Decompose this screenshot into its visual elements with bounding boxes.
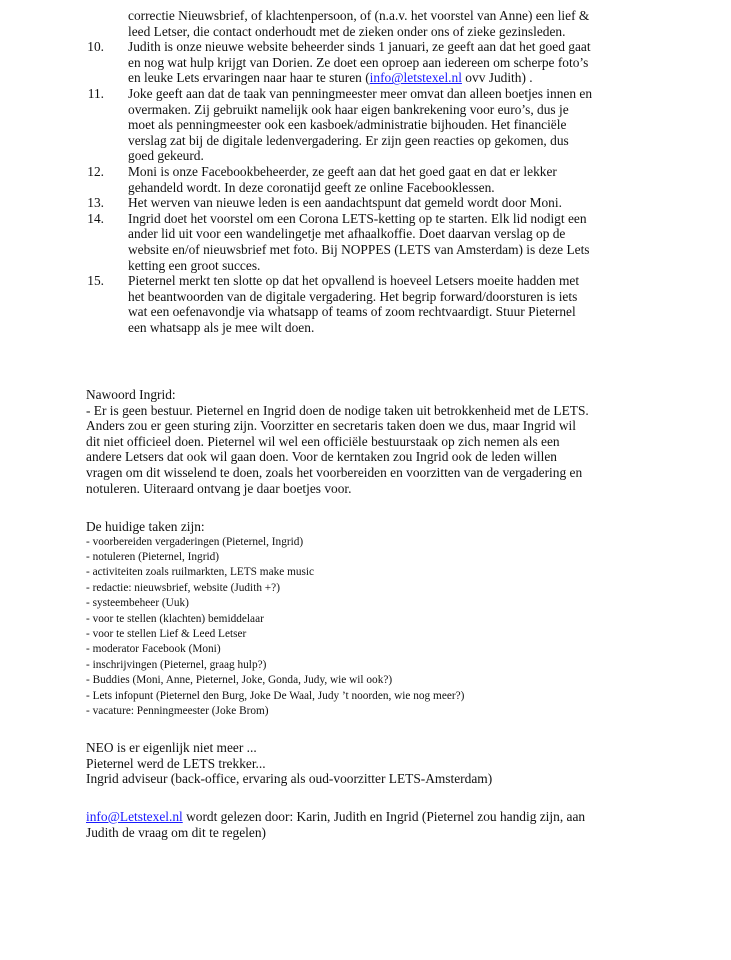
final-section [86,809,656,840]
neo-section [86,740,656,787]
list-line: leed Letser, die contact onderhoudt met de zieken onder ons of zieke gezinsleden. [128,23,566,39]
list-line: gehandeld wordt. In deze coronatijd geeft ze online Facebooklessen. [128,179,495,195]
task-item: - redactie: nieuwsbrief, website (Judith +?) [86,581,280,594]
paragraph-line: Anders zou er geen sturing zijn. Voorzitter en secretaris taken doen we dus, maar Ingrid wil [86,418,576,434]
list-number: 15. [87,273,104,289]
taken-section [86,519,656,719]
list-number: 11. [87,85,104,101]
list-item-15 [88,273,648,335]
task-item: - voor te stellen (klachten) bemiddelaar [86,612,264,625]
task-item: - Lets infopunt (Pieternel den Burg, Joke De Waal, Judy ’t noorden, wie nog meer?) [86,689,465,702]
section-heading: Nawoord Ingrid: [86,387,176,402]
email-link[interactable]: info@Letstexel.nl [86,809,183,824]
list-line: en nog wat hulp krijgt van Dorien. Ze doet een oproep aan iedereen om scherpe foto’s [128,54,589,70]
list-number: 12. [87,163,104,179]
list-line: ander lid uit voor een wandelingetje met afhaalkoffie. Doet daarvan verslag op de [128,226,566,242]
list-line: Judith is onze nieuwe website beheerder sinds 1 januari, ze geeft aan dat het goed gaat [128,39,591,55]
task-item: - moderator Facebook (Moni) [86,643,221,656]
section-heading: De huidige taken zijn: [86,519,205,534]
list-line: Ingrid doet het voorstel om een Corona LETS-ketting op te starten. Elk lid nodigt een [128,210,587,226]
list-item-11 [88,86,648,164]
list-number: 10. [87,39,104,55]
task-item: - activiteiten zoals ruilmarkten, LETS make music [86,566,315,579]
paragraph-line: Ingrid adviseur (back-office, ervaring als oud-voorzitter LETS-Amsterdam) [86,771,493,787]
list-line [108,70,648,86]
list-line: moet als penningmeester ook een kasboek/administratie bijhouden. Het financiële [128,117,567,133]
list-line: Het werven van nieuwe leden is een aandachtspunt dat gemeld wordt door Moni. [128,195,562,211]
list-line-suffix: ovv Judith) . [461,70,533,86]
task-item: - Buddies (Moni, Anne, Pieternel, Joke, Gonda, Judy, wie wil ook?) [86,674,393,687]
list-item-12 [88,164,648,195]
list-item-14 [88,211,648,273]
list-line: ketting een groot succes. [128,257,261,273]
list-item-10 [88,39,648,86]
list-line: goed gekeurd. [128,148,204,164]
nawoord-section [86,387,656,496]
list-line: Moni is onze Facebookbeheerder, ze geeft aan dat het goed gaat en dat er lekker [128,163,557,179]
paragraph-line: NEO is er eigenlijk niet meer ... [86,740,257,755]
list-item-13 [88,195,648,211]
list-line: website en/of nieuwsbrief met foto. Bij NOPPES (LETS van Amsterdam) is deze Lets [128,241,590,257]
email-link[interactable]: info@letstexel.nl [369,70,462,86]
paragraph-line: vragen om dit wisselend te doen, zoals het voorbereiden en voorzitten van de vergadering en [86,464,583,480]
numbered-list [88,8,648,335]
list-line: een whatsapp als je mee wilt doen. [128,319,315,335]
list-line: overmaken. Zij gebruikt namelijk ook haar eigen bankrekening voor euro’s, dus je [128,101,569,117]
task-item: - systeembeheer (Uuk) [86,597,189,610]
task-item: - voorbereiden vergaderingen (Pieternel, Ingrid) [86,535,304,548]
paragraph-line: notuleren. Uiteraard ontvang je daar boetjes voor. [86,480,352,496]
list-number: 14. [87,210,104,226]
paragraph-text: wordt gelezen door: Karin, Judith en Ingrid (Pieternel zou handig zijn, aan [182,809,586,824]
paragraph-line: andere Letsers dat ook wil gaan doen. Voor de kerntaken zou Ingrid ook de leden willen [86,449,558,465]
list-line: Pieternel merkt ten slotte op dat het opvallend is hoeveel Letsers moeite hadden met [128,273,580,289]
task-item: - vacature: Penningmeester (Joke Brom) [86,705,269,718]
paragraph-line: dit niet officieel doen. Pieternel wil wel een officiële bestuurstaak op zich nemen als een [86,433,560,449]
list-number: 13. [87,195,104,211]
task-item: - notuleren (Pieternel, Ingrid) [86,551,220,563]
list-line: correctie Nieuwsbrief, of klachtenpersoon, of (n.a.v. het voorstel van Anne) een lief & [128,8,590,23]
list-line: wat een oefenavondje via whatsapp of teams of zoom rechtvaardigt. Stuur Pieternel [128,304,576,320]
list-line: Joke geeft aan dat de taak van penningmeester meer omvat dan alleen boetjes innen en [128,85,593,101]
task-item: - inschrijvingen (Pieternel, graag hulp?) [86,658,267,671]
task-item: - voor te stellen Lief & Leed Letser [86,628,247,641]
paragraph-line: - Er is geen bestuur. Pieternel en Ingrid doen de nodige taken uit betrokkenheid met de LETS. [86,402,589,418]
paragraph-line: Pieternel werd de LETS trekker... [86,755,266,771]
list-line: het beantwoorden van de digitale vergadering. Het begrip forward/doorsturen is iets [128,288,578,304]
list-line: verslag zat bij de digitale ledenvergadering. Er zijn geen reacties op gekomen, dus [128,132,569,148]
paragraph-line [86,809,656,825]
list-line-prefix: en leuke Lets ervaringen naar haar te sturen ( [128,70,370,86]
paragraph-line: Judith de vraag om dit te regelen) [86,824,266,840]
list-item-continuation [88,8,648,39]
